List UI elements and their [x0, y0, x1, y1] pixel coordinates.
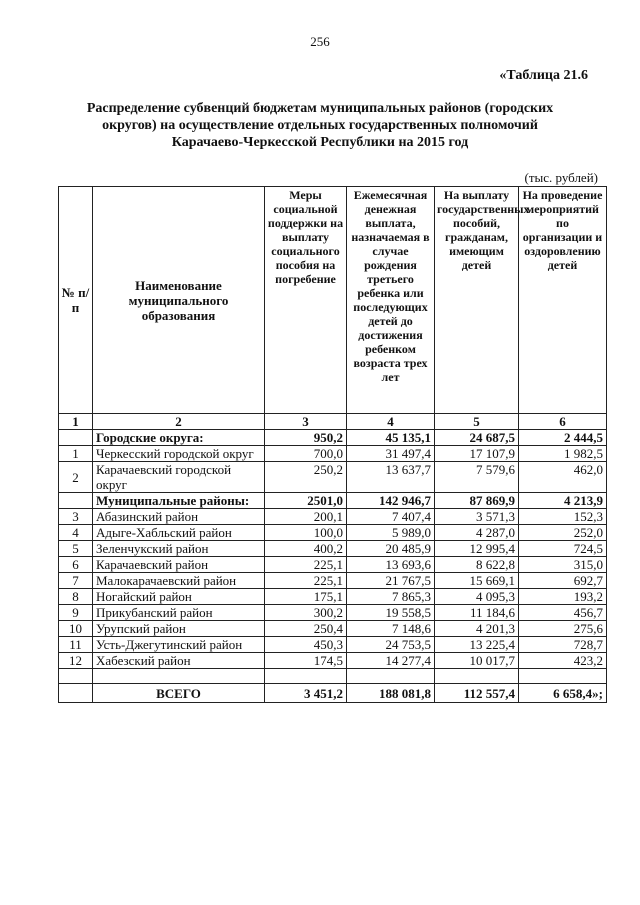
total-value-col3: 3 451,2	[265, 684, 347, 703]
row-value-col3: 200,1	[265, 509, 347, 525]
header-col5: На выплату государственных пособий, гражданам, имеющим детей	[435, 187, 519, 414]
row-value-col5: 3 571,3	[435, 509, 519, 525]
group-index	[59, 430, 93, 446]
table-row	[59, 605, 607, 621]
document-title	[40, 100, 600, 151]
group-row-cities	[59, 430, 607, 446]
row-value-col6: 152,3	[519, 509, 607, 525]
row-value-col4: 21 767,5	[347, 573, 435, 589]
header-num: № п/п	[59, 187, 93, 414]
row-value-col6: 193,2	[519, 589, 607, 605]
title-line: Карачаево-Черкесской Республики на 2015 год	[171, 135, 469, 150]
row-number: 3	[59, 509, 93, 525]
total-value-col4: 188 081,8	[347, 684, 435, 703]
row-number: 10	[59, 621, 93, 637]
row-name: Ногайский район	[93, 589, 265, 605]
row-number: 5	[59, 541, 93, 557]
row-value-col5: 12 995,4	[435, 541, 519, 557]
group-name: Муниципальные районы:	[93, 493, 265, 509]
row-name: Усть-Джегутинский район	[93, 637, 265, 653]
row-value-col6: 315,0	[519, 557, 607, 573]
row-number: 11	[59, 637, 93, 653]
header-name: Наименование муниципального образования	[93, 187, 265, 414]
row-name: Малокарачаевский район	[93, 573, 265, 589]
row-value-col6: 1 982,5	[519, 446, 607, 462]
row-value-col3: 225,1	[265, 573, 347, 589]
group-value-col3: 950,2	[265, 430, 347, 446]
total-row	[59, 684, 607, 703]
row-value-col5: 13 225,4	[435, 637, 519, 653]
row-value-col3: 174,5	[265, 653, 347, 669]
table-row	[59, 637, 607, 653]
row-number: 4	[59, 525, 93, 541]
row-number: 9	[59, 605, 93, 621]
row-value-col4: 24 753,5	[347, 637, 435, 653]
row-name: Прикубанский район	[93, 605, 265, 621]
row-value-col3: 300,2	[265, 605, 347, 621]
row-value-col5: 4 201,3	[435, 621, 519, 637]
group-value-col6: 2 444,5	[519, 430, 607, 446]
row-value-col4: 13 637,7	[347, 462, 435, 493]
row-value-col6: 252,0	[519, 525, 607, 541]
spacer-cell	[435, 669, 519, 684]
table-label: «Таблица 21.6	[499, 68, 588, 83]
spacer-cell	[519, 669, 607, 684]
row-name: Урупский район	[93, 621, 265, 637]
row-value-col6: 724,5	[519, 541, 607, 557]
title-line: Распределение субвенций бюджетам муниципальных районов (городских	[86, 101, 554, 116]
column-number: 2	[93, 414, 265, 430]
spacer-row	[59, 669, 607, 684]
row-name: Карачаевский район	[93, 557, 265, 573]
row-value-col6: 275,6	[519, 621, 607, 637]
row-value-col4: 7 148,6	[347, 621, 435, 637]
table-row	[59, 653, 607, 669]
row-name: Адыге-Хабльский район	[93, 525, 265, 541]
row-name: Абазинский район	[93, 509, 265, 525]
row-number: 2	[59, 462, 93, 493]
row-value-col3: 250,2	[265, 462, 347, 493]
total-index	[59, 684, 93, 703]
row-value-col3: 400,2	[265, 541, 347, 557]
group-row-districts	[59, 493, 607, 509]
table-row	[59, 573, 607, 589]
row-value-col5: 4 287,0	[435, 525, 519, 541]
row-value-col4: 19 558,5	[347, 605, 435, 621]
row-value-col3: 225,1	[265, 557, 347, 573]
row-value-col6: 456,7	[519, 605, 607, 621]
row-value-col6: 423,2	[519, 653, 607, 669]
header-row	[59, 187, 607, 414]
table-row	[59, 557, 607, 573]
row-value-col3: 175,1	[265, 589, 347, 605]
header-col3: Меры социальной поддержки на выплату социального пособия на погребение	[265, 187, 347, 414]
row-value-col5: 11 184,6	[435, 605, 519, 621]
group-value-col5: 87 869,9	[435, 493, 519, 509]
table-row	[59, 541, 607, 557]
row-number: 6	[59, 557, 93, 573]
table-row	[59, 462, 607, 493]
group-value-col3: 2501,0	[265, 493, 347, 509]
table-row	[59, 621, 607, 637]
row-name: Хабезский район	[93, 653, 265, 669]
group-value-col4: 142 946,7	[347, 493, 435, 509]
row-value-col4: 7 407,4	[347, 509, 435, 525]
row-value-col5: 10 017,7	[435, 653, 519, 669]
row-value-col5: 7 579,6	[435, 462, 519, 493]
row-value-col4: 20 485,9	[347, 541, 435, 557]
row-value-col5: 15 669,1	[435, 573, 519, 589]
units-label: (тыс. рублей)	[524, 170, 598, 185]
table-row	[59, 446, 607, 462]
row-name: Зеленчукский район	[93, 541, 265, 557]
row-number: 1	[59, 446, 93, 462]
row-number: 8	[59, 589, 93, 605]
row-value-col6: 728,7	[519, 637, 607, 653]
row-value-col6: 462,0	[519, 462, 607, 493]
row-value-col4: 13 693,6	[347, 557, 435, 573]
header-col4: Ежемесячная денежная выплата, назначаемая в случае рождения третьего ребенка или последующих детей до достижения ребенком возраста трех лет	[347, 187, 435, 414]
spacer-cell	[59, 669, 93, 684]
header-col6: На проведение мероприятий по организации и оздоровлению детей	[519, 187, 607, 414]
table-row	[59, 525, 607, 541]
row-name: Карачаевский городской округ	[93, 462, 265, 493]
row-value-col4: 5 989,0	[347, 525, 435, 541]
row-value-col4: 31 497,4	[347, 446, 435, 462]
row-value-col3: 450,3	[265, 637, 347, 653]
column-number: 5	[435, 414, 519, 430]
column-number-row	[59, 414, 607, 430]
group-value-col6: 4 213,9	[519, 493, 607, 509]
page-number: 256	[310, 34, 330, 49]
spacer-cell	[347, 669, 435, 684]
table-row	[59, 589, 607, 605]
total-value-col6: 6 658,4»;	[519, 684, 607, 703]
subvention-table	[58, 186, 607, 703]
row-value-col5: 8 622,8	[435, 557, 519, 573]
group-value-col4: 45 135,1	[347, 430, 435, 446]
row-value-col4: 7 865,3	[347, 589, 435, 605]
row-value-col4: 14 277,4	[347, 653, 435, 669]
spacer-cell	[93, 669, 265, 684]
title-line: округов) на осуществление отдельных государственных полномочий	[102, 118, 538, 133]
table-row	[59, 509, 607, 525]
row-number: 7	[59, 573, 93, 589]
row-value-col3: 700,0	[265, 446, 347, 462]
total-label: ВСЕГО	[93, 684, 265, 703]
group-index	[59, 493, 93, 509]
row-name: Черкесский городской округ	[93, 446, 265, 462]
column-number: 4	[347, 414, 435, 430]
row-value-col3: 100,0	[265, 525, 347, 541]
row-value-col3: 250,4	[265, 621, 347, 637]
group-value-col5: 24 687,5	[435, 430, 519, 446]
row-number: 12	[59, 653, 93, 669]
column-number: 6	[519, 414, 607, 430]
spacer-cell	[265, 669, 347, 684]
row-value-col5: 4 095,3	[435, 589, 519, 605]
column-number: 1	[59, 414, 93, 430]
row-value-col5: 17 107,9	[435, 446, 519, 462]
column-number: 3	[265, 414, 347, 430]
group-name: Городские округа:	[93, 430, 265, 446]
row-value-col6: 692,7	[519, 573, 607, 589]
total-value-col5: 112 557,4	[435, 684, 519, 703]
